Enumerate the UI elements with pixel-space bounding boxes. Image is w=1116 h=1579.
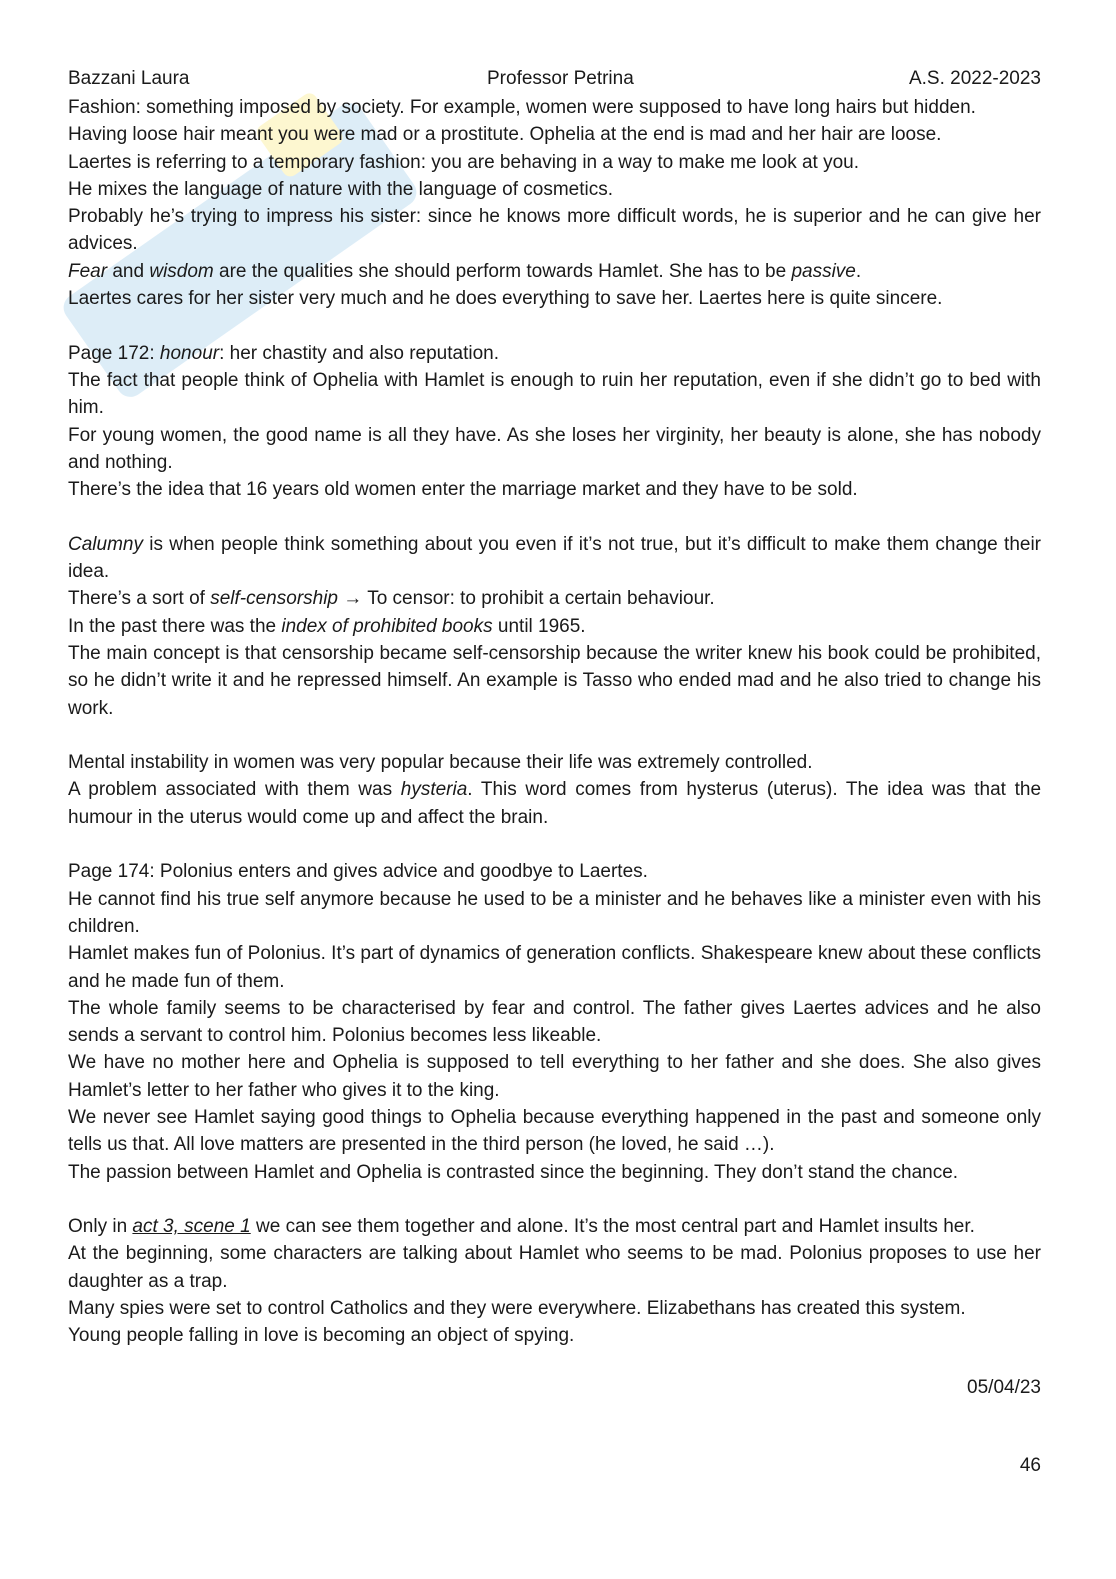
paragraph: Hamlet makes fun of Polonius. It’s part of dynamics of generation conflicts. Shakespeare knew about these conflicts and he made fun of them. xyxy=(68,943,1041,992)
paragraph: Having loose hair meant you were mad or a prostitute. Ophelia at the end is mad and her hair are loose. xyxy=(68,124,942,146)
paragraph: For young women, the good name is all they have. As she loses her virginity, her beauty is alone, she has nobody and nothing. xyxy=(68,424,1041,473)
paragraph: He mixes the language of nature with the language of cosmetics. xyxy=(68,178,613,200)
note-date: 05/04/23 xyxy=(967,1377,1041,1398)
notes-body xyxy=(68,94,1041,1350)
paragraph: Laertes cares for her sister very much and he does everything to save her. Laertes here is quite sincere. xyxy=(68,288,943,310)
paragraph: Page 172: honour: her chastity and also reputation. xyxy=(68,342,499,364)
paragraph: A problem associated with them was hysteria. This word comes from hysterus (uterus). The idea was that the humour in the uterus would come up and affect the brain. xyxy=(68,779,1042,828)
paragraph: Fear and wisdom are the qualities she should perform towards Hamlet. She has to be passive. xyxy=(68,260,862,282)
paragraph: At the beginning, some characters are talking about Hamlet who seems to be mad. Polonius proposes to use her daughter as a trap. xyxy=(68,1243,1041,1292)
paragraph: The whole family seems to be characterised by fear and control. The father gives Laertes advices and he also sends a servant to control him. Polonius becomes less likeable. xyxy=(68,997,1041,1047)
paragraph: Mental instability in women was very popular because their life was extremely controlled. xyxy=(68,752,813,774)
paragraph: We have no mother here and Ophelia is supposed to tell everything to her father and she does. She also gives Hamlet’s letter to her father who gives it to the king. xyxy=(68,1052,1041,1101)
paragraph: The passion between Hamlet and Ophelia is contrasted since the beginning. They don’t stand the chance. xyxy=(68,1161,959,1183)
header-professor: Professor Petrina xyxy=(487,68,634,89)
paragraph: Laertes is referring to a temporary fashion: you are behaving in a way to make me look at you. xyxy=(68,151,860,173)
header-author: Bazzani Laura xyxy=(68,68,190,89)
paragraph: Probably he’s trying to impress his sister: since he knows more difficult words, he is superior and he can give her advices. xyxy=(68,206,1041,255)
page-number: 46 xyxy=(1019,1455,1041,1476)
paragraph: Young people falling in love is becoming an object of spying. xyxy=(68,1325,575,1347)
header-year: A.S. 2022-2023 xyxy=(908,68,1041,89)
paragraph: Page 174: Polonius enters and gives advice and goodbye to Laertes. xyxy=(68,861,648,883)
paragraph: There’s the idea that 16 years old women enter the marriage market and they have to be sold. xyxy=(68,479,858,501)
page-header xyxy=(68,68,1041,92)
paragraph: He cannot find his true self anymore because he used to be a minister and he behaves like a minister even with his children. xyxy=(68,888,1041,937)
paragraph: There’s a sort of self-censorship → To censor: to prohibit a certain behaviour. xyxy=(68,588,715,610)
paragraph: The main concept is that censorship became self-censorship because the writer knew his book could be prohibited, so he didn’t write it and he repressed himself. An example is Tasso who ended mad and he also tried to change his work. xyxy=(68,642,1041,719)
paragraph: Many spies were set to control Catholics and they were everywhere. Elizabethans has created this system. xyxy=(68,1298,966,1320)
paragraph: Fashion: something imposed by society. For example, women were supposed to have long hairs but hidden. xyxy=(68,97,976,118)
paragraph: In the past there was the index of prohibited books until 1965. xyxy=(68,615,586,637)
paragraph: Calumny is when people think something about you even if it’s not true, but it’s difficult to make them change their idea. xyxy=(68,533,1041,583)
paragraph: The fact that people think of Ophelia with Hamlet is enough to ruin her reputation, even if she didn’t go to bed with him. xyxy=(68,369,1041,419)
paragraph: Only in act 3, scene 1 we can see them together and alone. It’s the most central part and Hamlet insults her. xyxy=(68,1216,975,1238)
paragraph: We never see Hamlet saying good things to Ophelia because everything happened in the past and someone only tells us that. All love matters are presented in the third person (he loved, he said …). xyxy=(68,1106,1041,1156)
